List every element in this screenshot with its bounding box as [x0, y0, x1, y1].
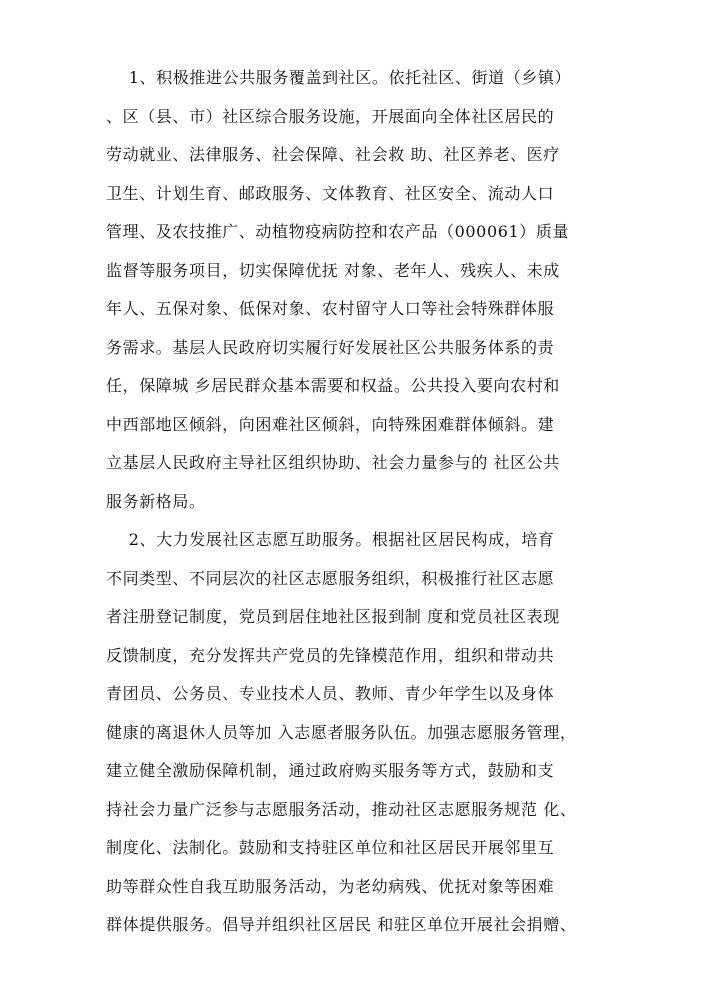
text-line: 管理、及农技推广、动植物疫病防控和农产品（000061）质量	[106, 222, 570, 241]
text-line: 群体提供服务。倡导并组织社区居民 和驻区单位开展社会捐赠、	[106, 915, 577, 934]
text-line: 立基层人民政府主导社区组织协助、社会力量参与的 社区公共	[106, 453, 560, 472]
text-line: 者注册登记制度，党员到居住地社区报到制 度和党员社区表现	[106, 607, 560, 626]
text-line: 建立健全激励保障机制，通过政府购买服务等方式，鼓励和支	[106, 761, 555, 780]
text-line: 制度化、法制化。鼓励和支持驻区单位和社区居民开展邻里互	[106, 838, 555, 857]
text-line: 务需求。基层人民政府切实履行好发展社区公共服务体系的责	[106, 338, 555, 357]
text-line: 年人、五保对象、低保对象、农村留守人口等社会特殊群体服	[106, 299, 555, 318]
text-line: 反馈制度，充分发挥共产党员的先锋模范作用，组织和带动共	[106, 646, 555, 665]
text-line: 健康的离退休人员等加 入志愿者服务队伍。加强志愿服务管理，	[106, 723, 577, 742]
text-line: 助等群众性自我互助服务活动，为老幼病残、优抚对象等困难	[106, 877, 555, 896]
text-line: 卫生、计划生育、邮政服务、文体教育、社区安全、流动人口	[106, 184, 555, 203]
text-line: 劳动就业、法律服务、社会保障、社会救 助、社区养老、医疗	[106, 145, 560, 164]
text-line: 、区（县、市）社区综合服务设施，开展面向全体社区居民的	[106, 107, 555, 126]
text-line: 监督等服务项目，切实保障优抚 对象、老年人、残疾人、未成	[106, 261, 560, 280]
text-line: 中西部地区倾斜，向困难社区倾斜，向特殊困难群体倾斜。建	[106, 415, 555, 434]
text-line: 1、积极推进公共服务覆盖到社区。依托社区、街道（乡镇）	[106, 68, 572, 87]
text-line: 持社会力量广泛参与志愿服务活动，推动社区志愿服务规范 化、	[106, 800, 577, 819]
text-line: 青团员、公务员、专业技术人员、教师、青少年学生以及身体	[106, 684, 555, 703]
text-line: 不同类型、不同层次的社区志愿服务组织，积极推行社区志愿	[106, 569, 555, 588]
text-line: 任，保障城 乡居民群众基本需要和权益。公共投入要向农村和	[106, 376, 560, 395]
text-line: 服务新格局。	[106, 492, 206, 511]
text-line: 2、大力发展社区志愿互助服务。根据社区居民构成，培育	[106, 530, 555, 549]
